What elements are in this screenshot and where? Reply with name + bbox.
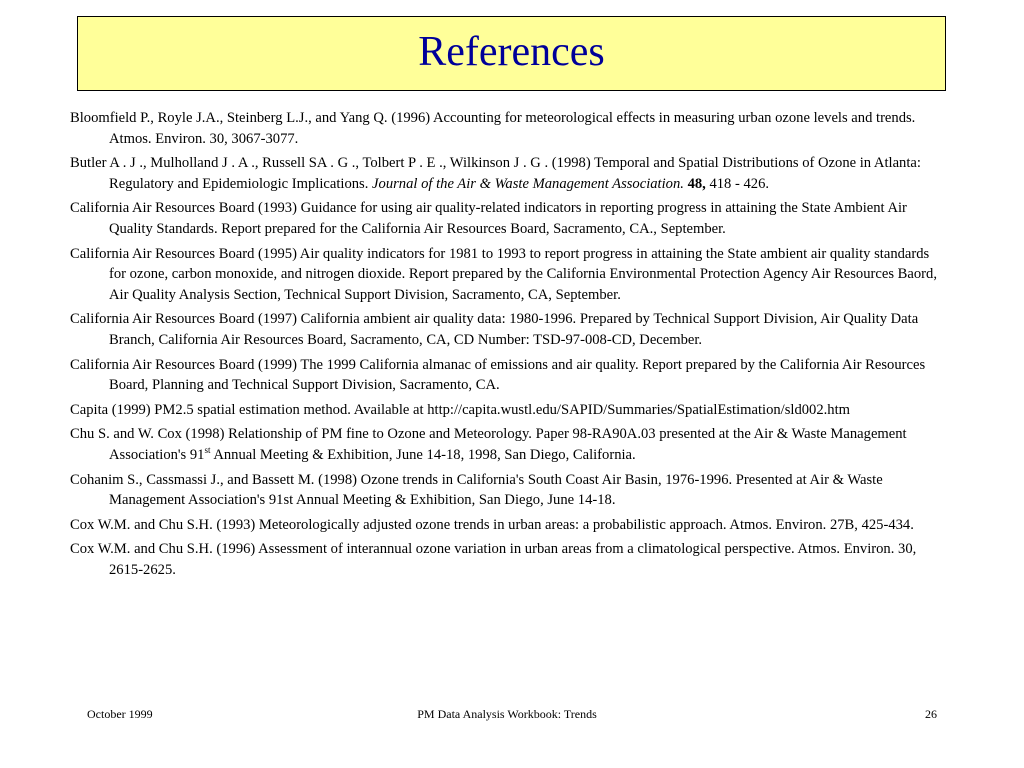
reference-text: Cox W.M. and Chu S.H. (1993) Meteorologically adjusted ozone trends in urban areas: a probabilistic approach. Atmos. Environ. 27B, 425-434. [70, 516, 914, 533]
reference-superscript: st [204, 445, 211, 456]
reference-text: California Air Resources Board (1997) California ambient air quality data: 1980-1996. Prepared by Technical Support Division, Air Quality Data Branch, California Air Resources Board, Sacramento, CA, CD Number: TSD-97-008-CD, December. [70, 311, 919, 348]
reference-text: California Air Resources Board (1999) The 1999 California almanac of emissions and air quality. Report prepared by the California Air Resources Board, Planning and Technical Support Division, Sacramento, CA. [70, 356, 926, 394]
reference-text: Bloomfield P., Royle J.A., Steinberg L.J., and Yang Q. (1996) Accounting for meteorological effects in measuring urban ozone levels and trends. Atmos. Environ. 30, 3067-3077. [70, 110, 916, 147]
reference-item [70, 108, 944, 149]
reference-text: Cohanim S., Cassmassi J., and Bassett M. (1998) Ozone trends in California's South Coast Air Basin, 1976-1996. Presented at Air & Waste Management Association's 91st Annual Meeting & Exhibition, San Diego, June 14-18. [70, 471, 883, 509]
reference-item [70, 539, 944, 580]
reference-text: California Air Resources Board (1993) Guidance for using air quality-related indicators in reporting progress in attaining the State Ambient Air Quality Standards. Report prepared for the California Air Resources Board, Sacramento, CA., September. [70, 200, 907, 237]
reference-item [70, 198, 944, 239]
reference-item [70, 515, 944, 536]
footer-date: October 1999 [87, 707, 153, 721]
title-box [77, 16, 946, 91]
reference-list [70, 108, 944, 584]
reference-item [70, 153, 944, 194]
reference-text: Butler A . J ., Mulholland J . A ., Russell SA . G ., Tolbert P . E ., Wilkinson J . G . (1998) Temporal and Spatial Distributions of Ozone in Atlanta: Regulatory and Epidemiologic Implications. [70, 155, 921, 192]
reference-item [70, 424, 944, 465]
reference-volume: 48, [687, 175, 706, 192]
reference-item [70, 470, 944, 511]
reference-journal: Journal of the Air & Waste Management Association. [372, 175, 684, 192]
reference-item [70, 244, 944, 306]
reference-text: California Air Resources Board (1995) Air quality indicators for 1981 to 1993 to report progress in attaining the State ambient air quality standards for ozone, carbon monoxide, and nitrogen dioxide. Report prepared by the California Environmental Protection Agency Air Resources Baord, Air Quality Analysis Section, Technical Support Division, Sacramento, CA, September. [70, 245, 937, 303]
reference-text: Cox W.M. and Chu S.H. (1996) Assessment of interannual ozone variation in urban areas from a climatological perspective. Atmos. Environ. 30, 2615-2625. [70, 541, 917, 578]
page-title: References [418, 28, 605, 75]
footer-page-number: 26 [925, 707, 937, 721]
reference-item [70, 309, 944, 350]
reference-text: Capita (1999) PM2.5 spatial estimation method. Available at http://capita.wustl.edu/SAPID/Summaries/SpatialEstimation/sld002.htm [70, 401, 851, 418]
reference-text: Chu S. and W. Cox (1998) Relationship of PM fine to Ozone and Meteorology. Paper 98-RA90A.03 presented at the Air & Waste Management Association's 91 [70, 426, 907, 463]
reference-item [70, 400, 944, 421]
reference-text-after: Annual Meeting & Exhibition, June 14-18, 1998, San Diego, California. [210, 446, 636, 463]
reference-item [70, 355, 944, 396]
footer-title: PM Data Analysis Workbook: Trends [417, 707, 597, 721]
reference-pages: 418 - 426. [705, 175, 770, 192]
